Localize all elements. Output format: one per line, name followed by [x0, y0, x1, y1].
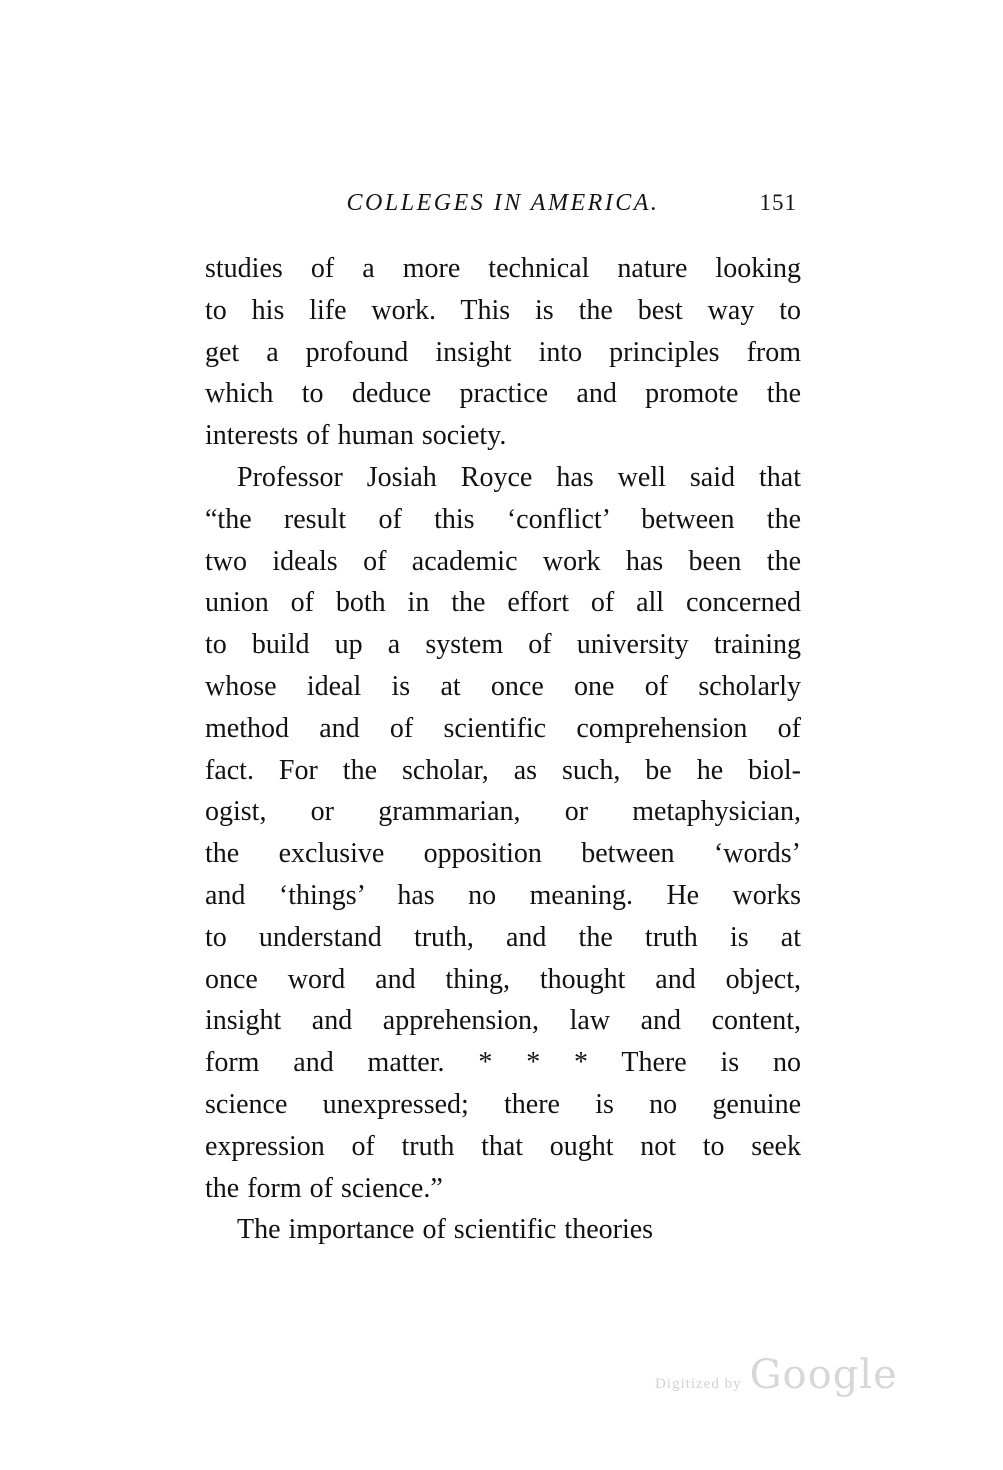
running-title: COLLEGES IN AMERICA. [346, 190, 660, 216]
text-line: the exclusive opposition between ‘words’ [205, 838, 801, 870]
page-header [205, 190, 801, 226]
text-line: studies of a more technical nature looking [205, 253, 801, 284]
text-line: ogist, or grammarian, or metaphysician, [205, 796, 801, 828]
text-line: Professor Josiah Royce has well said that [237, 461, 801, 493]
text-line: form and matter. * * * There is no [205, 1047, 801, 1079]
watermark-brand: Google [749, 1352, 898, 1398]
text-line: whose ideal is at once one of scholarly [205, 670, 801, 702]
text-line: union of both in the effort of all concerned [205, 587, 801, 619]
digitization-watermark [655, 1352, 898, 1398]
text-line: the form of science.” [205, 1172, 443, 1204]
text-line: The importance of scientific theories [237, 1214, 654, 1246]
text-line: science unexpressed; there is no genuine [205, 1088, 801, 1120]
text-line: insight and apprehension, law and content, [205, 1005, 801, 1037]
watermark-prefix: Digitized by [655, 1376, 742, 1392]
text-line: to build up a system of university training [205, 629, 801, 661]
page-number: 151 [759, 190, 797, 215]
text-line: fact. For the scholar, as such, be he biol- [205, 754, 801, 786]
body-text [205, 248, 801, 1251]
text-line: once word and thing, thought and object, [205, 963, 801, 995]
text-line: get a profound insight into principles from [205, 336, 801, 368]
text-line: interests of human society. [205, 420, 507, 452]
text-line: method and of scientific comprehension of [205, 712, 801, 744]
text-line: “the result of this ‘conflict’ between the [205, 503, 801, 535]
text-line: which to deduce practice and promote the [205, 378, 801, 410]
text-line: to his life work. This is the best way to [205, 294, 801, 326]
text-line: expression of truth that ought not to seek [205, 1130, 801, 1162]
text-line: two ideals of academic work has been the [205, 545, 801, 577]
text-line: to understand truth, and the truth is at [205, 921, 801, 953]
text-line: and ‘things’ has no meaning. He works [205, 879, 801, 911]
